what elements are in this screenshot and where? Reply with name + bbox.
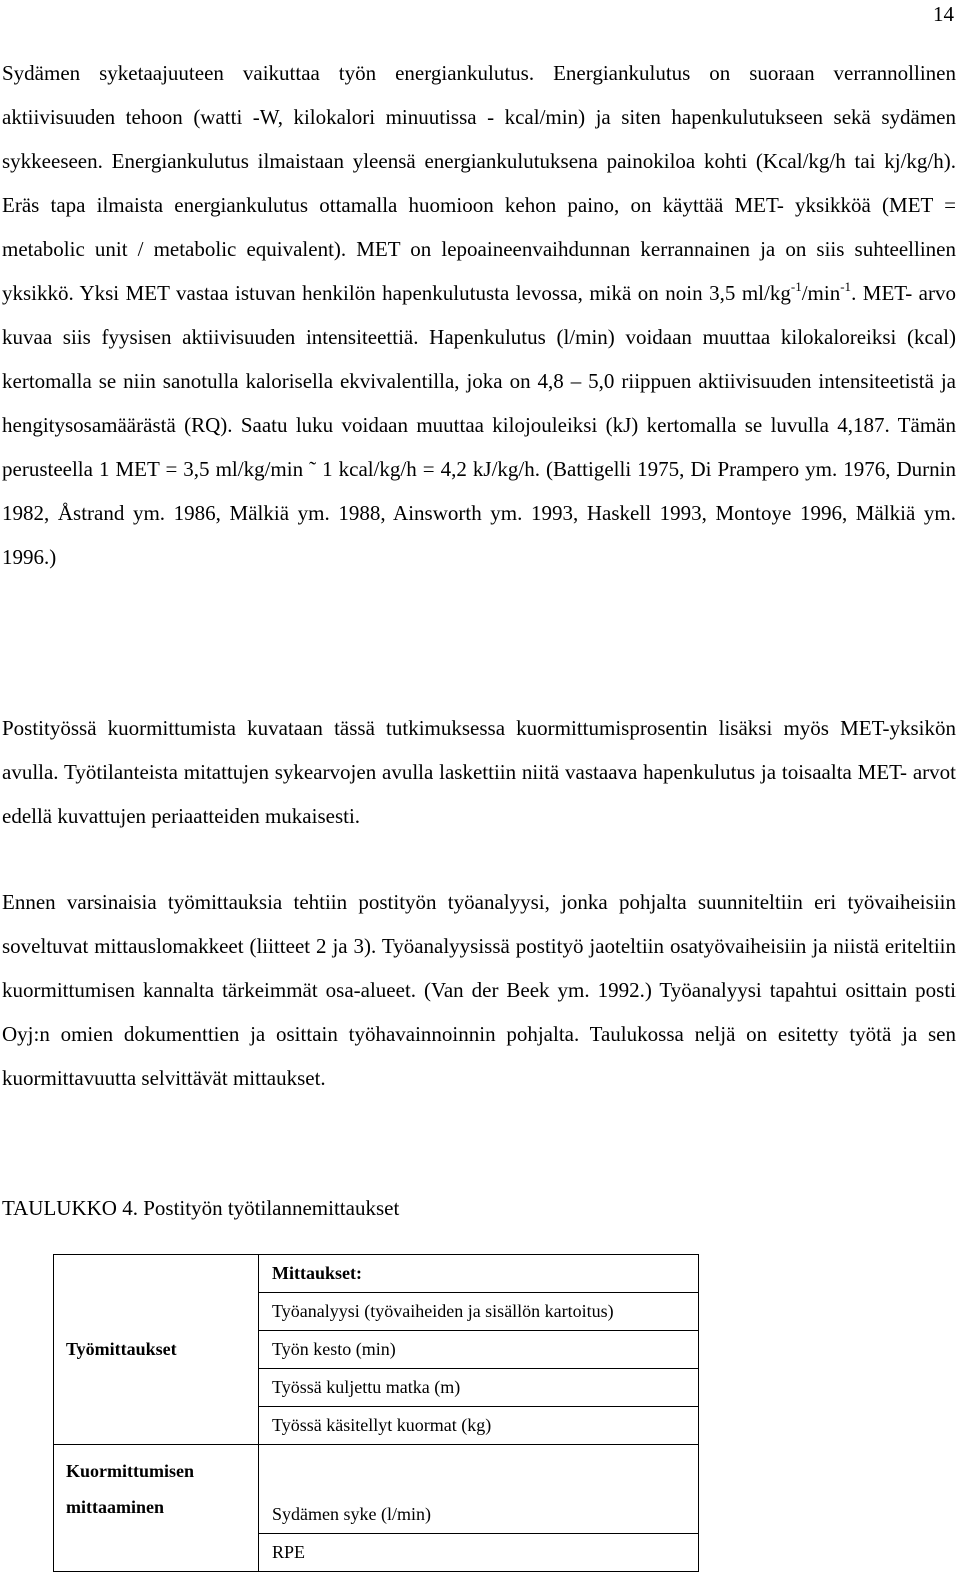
table-cell: Työssä kuljettu matka (m) [259,1369,699,1407]
table-caption: TAULUKKO 4. Postityön työtilannemittaukset [2,1196,400,1220]
table-cell: Työanalyysi (työvaiheiden ja sisällön kartoitus) [259,1293,699,1331]
superscript: -1 [790,279,802,294]
paragraph-text: . MET- arvo kuvaa siis fyysisen aktiivisuuden intensiteettiä. Hapenkulutus (l/min) voidaan muuttaa kilokaloreiksi (kcal) kertomalla se niin sanotulla kalorisella ekvivalentilla, joka on 4,8 – 5,0 riippuen aktiivisuuden intensiteetistä ja hengitysosamäärästä (RQ). Saatu luku voidaan muuttaa kilojouleiksi (kJ) kertomalla se luvulla 4,187. Tämän perusteella 1 MET = 3,5 ml/kg/min ˜ 1 kcal/kg/h = 4,2 kJ/kg/h. (Battigelli 1975, Di Prampero ym. 1976, Durnin 1982, Åstrand ym. 1986, Mälkiä ym. 1988, Ainsworth ym. 1993, Haskell 1993, Montoye 1996, Mälkiä ym. 1996.) [2,281,956,569]
paragraph-text: Sydämen syketaajuuteen vaikuttaa työn energiankulutus. Energiankulutus on suoraan verrannollinen aktiivisuuden tehoon (watti -W, kilokalori minuutissa - kcal/min) ja siten hapenkulutukseen sekä sydämen sykkeeseen. Energiankulutus ilmaistaan yleensä energiankulutuksena painokiloa kohti (Kcal/kg/h tai kj/kg/h). Eräs tapa ilmaista energiankulutus ottamalla huomioon kehon paino, on käyttää MET- yksikköä (MET = metabolic unit / metabolic equivalent). MET on lepoaineenvaihdunnan kerrannainen ja on siis suhteellinen yksikkö. Yksi MET vastaa istuvan henkilön hapenkulutusta levossa, mikä on noin 3,5 ml/kg [2,61,956,305]
table-row [54,1255,699,1293]
page-number: 14 [933,2,954,26]
group-label-text: Kuormittumisen mittaaminen [66,1461,194,1517]
paragraph-text: /min [801,281,841,305]
table-cell: RPE [259,1534,699,1572]
group-label-work-measurements [54,1255,259,1445]
table-row [54,1445,699,1534]
paragraph-energy-expenditure [2,51,956,579]
table-cell: Työssä käsitellyt kuormat (kg) [259,1407,699,1445]
table-cell: Sydämen syke (l/min) [259,1445,699,1534]
paragraph-met-measurement: Postityössä kuormittumista kuvataan tässä tutkimuksessa kuormittumisprosentin lisäksi myös MET-yksikön avulla. Työtilanteista mitattujen sykearvojen avulla laskettiin niitä vastaava hapenkulutus ja toisaalta MET- arvot edellä kuvattujen periaatteiden mukaisesti. [2,716,956,828]
paragraph-work-analysis: Ennen varsinaisia työmittauksia tehtiin postityön työanalyysi, jonka pohjalta suunniteltiin eri työvaiheisiin soveltuvat mittauslomakkeet (liitteet 2 ja 3). Työanalyysissä postityö jaoteltiin osatyövaiheisiin ja niistä eriteltiin kuormittumisen kannalta tärkeimmät osa-alueet. (Van der Beek ym. 1992.) Työanalyysi tapahtui osittain posti Oyj:n omien dokumenttien ja osittain työhavainnoinnin pohjalta. Taulukossa neljä on esitetty työtä ja sen kuormittavuutta selvittävät mittaukset. [2,890,956,1090]
table-header-measurements: Mittaukset: [259,1255,699,1293]
measurements-table [53,1254,699,1572]
superscript: -1 [840,279,852,294]
group-label-text: Työmittaukset [66,1339,177,1359]
table-cell: Työn kesto (min) [259,1331,699,1369]
group-label-load-measurement [54,1445,259,1572]
